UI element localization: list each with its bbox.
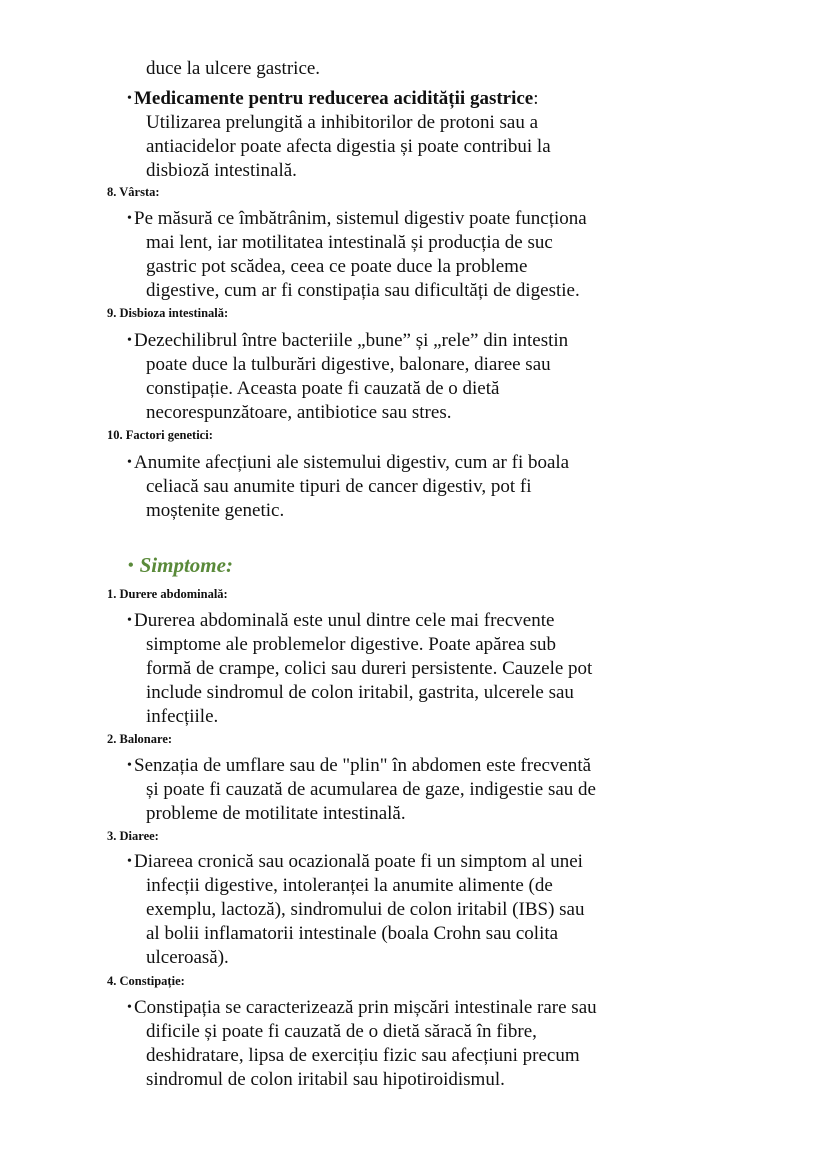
- text-line: Dezechilibrul între bacteriile „bune” și „rele” din intestin: [134, 330, 569, 351]
- text-line: probleme de motilitate intestinală.: [146, 803, 406, 824]
- text-line: moștenite genetic.: [146, 500, 285, 521]
- bullet-icon: •: [127, 758, 132, 773]
- text-line: poate duce la tulburări digestive, balonare, diaree sau: [146, 354, 551, 375]
- text-line: al bolii inflamatorii intestinale (boala Crohn sau colita: [146, 923, 559, 944]
- numbered-heading: 3. Diaree:: [107, 829, 159, 843]
- text-line: duce la ulcere gastrice.: [146, 58, 321, 79]
- text-line: formă de crampe, colici sau dureri persistente. Cauzele pot: [146, 658, 593, 679]
- text-line: infecțiile.: [146, 706, 219, 727]
- section-heading-simptome: • Simptome:: [128, 553, 233, 577]
- text-line: celiacă sau anumite tipuri de cancer digestiv, pot fi: [146, 476, 532, 497]
- list-item: [0, 451, 828, 523]
- numbered-heading: 4. Constipație:: [107, 974, 185, 988]
- bullet-icon: •: [127, 854, 132, 869]
- text-line: constipație. Aceasta poate fi cauzată de o dietă: [146, 378, 500, 399]
- text-line: ulceroasă).: [146, 947, 229, 968]
- bullet-icon: •: [127, 333, 132, 348]
- list-item: [0, 207, 828, 303]
- text-line: Diareea cronică sau ocazională poate fi un simptom al unei: [134, 851, 583, 872]
- text-line: deshidratare, lipsa de exercițiu fizic sau afecțiuni precum: [146, 1045, 580, 1066]
- text-line: include sindromul de colon iritabil, gastrita, ulcerele sau: [146, 682, 574, 703]
- text-line: exemplu, lactoză), sindromului de colon iritabil (IBS) sau: [146, 899, 585, 920]
- item-title: Medicamente pentru reducerea acidității gastrice: [134, 88, 534, 109]
- text-line: simptome ale problemelor digestive. Poate apărea sub: [146, 634, 556, 655]
- text-line: disbioză intestinală.: [146, 160, 297, 181]
- continued-text: [0, 57, 828, 81]
- bullet-icon: •: [127, 1000, 132, 1015]
- bullet-icon: •: [127, 211, 132, 226]
- list-item: [0, 850, 828, 970]
- text-line: sindromul de colon iritabil sau hipotiroidismul.: [146, 1069, 505, 1090]
- bullet-icon: •: [127, 91, 132, 106]
- bullet-icon: •: [128, 557, 134, 574]
- list-item: [0, 609, 828, 729]
- list-item: [0, 754, 828, 826]
- list-item-medications: • Medicamente pentru reducerea acidității gastrice: Utilizarea prelungită a inhibitorilor de protoni sau a antiacidelor poate afecta digestia și poate contribui la disbioză intestinală.: [0, 87, 828, 183]
- text-line: și poate fi cauzată de acumularea de gaze, indigestie sau de: [146, 779, 596, 800]
- text-line: Senzația de umflare sau de "plin" în abdomen este frecventă: [134, 755, 592, 776]
- text-line: mai lent, iar motilitatea intestinală și producția de suc: [146, 232, 553, 253]
- numbered-heading: 2. Balonare:: [107, 732, 173, 746]
- text-line: infecții digestive, intoleranței la anumite alimente (de: [146, 875, 553, 896]
- text-line: Pe măsură ce îmbătrânim, sistemul digestiv poate funcționa: [134, 208, 587, 229]
- text-line: dificile și poate fi cauzată de o dietă săracă în fibre,: [146, 1021, 537, 1042]
- text-line: Anumite afecțiuni ale sistemului digestiv, cum ar fi boala: [134, 452, 570, 473]
- bullet-icon: •: [127, 455, 132, 470]
- text-line: necorespunzătoare, antibiotice sau stres.: [146, 402, 452, 423]
- numbered-heading: 10. Factori genetici:: [107, 428, 213, 442]
- text-line: Durerea abdominală este unul dintre cele mai frecvente: [134, 610, 555, 631]
- text-line: Constipația se caracterizează prin mișcări intestinale rare sau: [134, 997, 597, 1018]
- text-line: Utilizarea prelungită a inhibitorilor de protoni sau a: [146, 112, 539, 133]
- numbered-heading: 9. Disbioza intestinală:: [107, 306, 229, 320]
- text-line: digestive, cum ar fi constipația sau dificultăți de digestie.: [146, 280, 580, 301]
- list-item: [0, 329, 828, 425]
- bullet-icon: •: [127, 613, 132, 628]
- list-item: [0, 996, 828, 1092]
- numbered-heading: 8. Vârsta:: [107, 185, 160, 199]
- numbered-heading: 1. Durere abdominală:: [107, 587, 228, 601]
- text-line: gastric pot scădea, ceea ce poate duce la probleme: [146, 256, 528, 277]
- text-line: antiacidelor poate afecta digestia și poate contribui la: [146, 136, 551, 157]
